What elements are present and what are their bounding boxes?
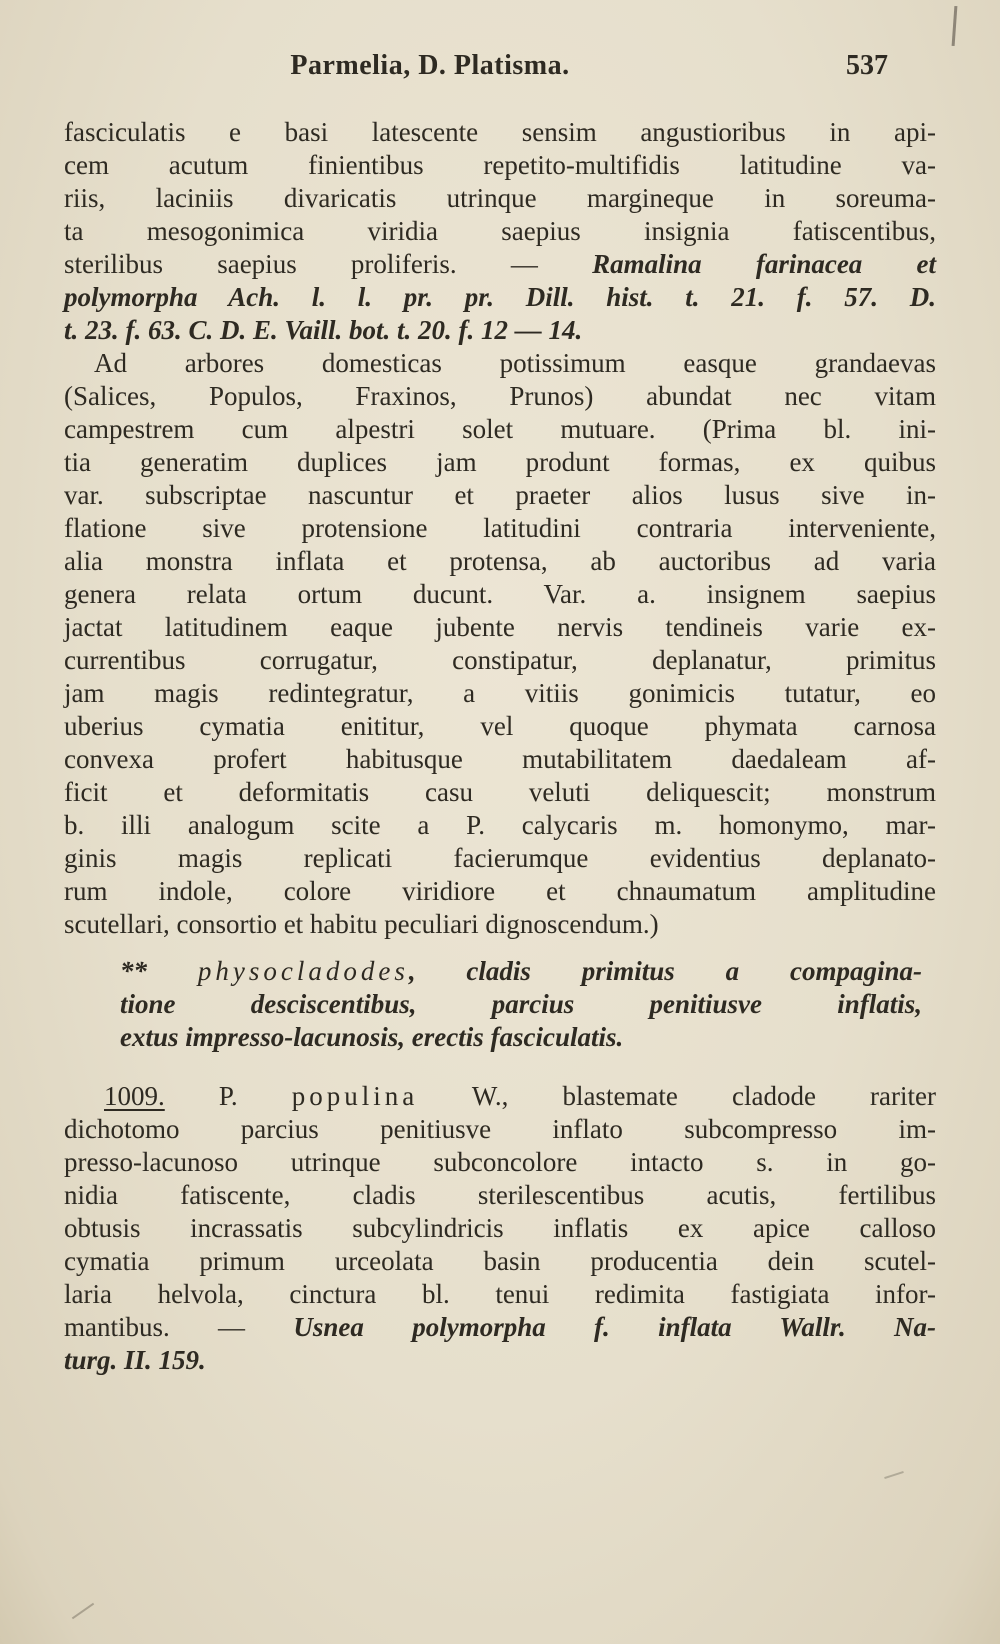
- text-run: tione desciscentibus, parcius penitiusve inflatis,: [120, 989, 922, 1019]
- text-line: [64, 1344, 936, 1377]
- text-run: Ad arbores domesticas potissimum easque grandaevas: [94, 348, 936, 378]
- text-line: [64, 1278, 936, 1311]
- para-diagnosis-continuation: [64, 116, 936, 347]
- text-run: cem acutum finientibus repetito-multifidis latitudine va-: [64, 150, 936, 180]
- text-run: presso-lacunoso utrinque subconcolore intacto s. in go-: [64, 1147, 936, 1177]
- text-line: [64, 281, 936, 314]
- text-line: [120, 955, 922, 988]
- text-line: [64, 1080, 936, 1113]
- text-run: ta mesogonimica viridia saepius insignia fatiscentibus,: [64, 216, 936, 246]
- text-line: [64, 1212, 936, 1245]
- text-line: [64, 743, 936, 776]
- page-number: 537: [846, 50, 888, 81]
- text-run: Usnea polymorpha f. inflata Wallr. Na-: [293, 1312, 937, 1342]
- text-run: obtusis incrassatis subcylindricis inflatis ex apice calloso: [64, 1213, 936, 1243]
- text-line: [64, 116, 936, 149]
- text-run: **: [120, 956, 198, 986]
- text-run: jactat latitudinem eaque jubente nervis tendineis varie ex-: [64, 612, 936, 642]
- text-run: polymorpha Ach. l. l. pr. pr. Dill. hist. t. 21. f. 57. D.: [64, 282, 936, 312]
- text-line: [64, 215, 936, 248]
- text-run: W., blastemate cladode rariter: [418, 1081, 936, 1111]
- text-run: convexa profert habitusque mutabilitatem daedaleam af-: [64, 744, 936, 774]
- text-run: Ramalina farinacea et: [592, 249, 937, 279]
- text-run: alia monstra inflata et protensa, ab auctoribus ad varia: [64, 546, 936, 576]
- text-line: [64, 446, 936, 479]
- text-run: physocladodes: [197, 956, 409, 986]
- text-run: uberius cymatia enititur, vel quoque phymata carnosa: [64, 711, 936, 741]
- text-line: [64, 380, 936, 413]
- text-line: [64, 512, 936, 545]
- text-run: jam magis redintegratur, a vitiis gonimicis tutatur, eo: [64, 678, 936, 708]
- text-line: [64, 842, 936, 875]
- text-run: scutellari, consortio et habitu peculiari dignoscendum.): [64, 909, 659, 939]
- text-line: [64, 1179, 936, 1212]
- text-run: fasciculatis e basi latescente sensim angustioribus in api-: [64, 117, 936, 147]
- text-run: var. subscriptae nascuntur et praeter alios lusus sive in-: [64, 480, 936, 510]
- text-line: [64, 545, 936, 578]
- text-line: [64, 710, 936, 743]
- para-commentary: [64, 347, 936, 941]
- text-run: currentibus corrugatur, constipatur, deplanatur, primitus: [64, 645, 936, 675]
- text-run: cymatia primum urceolata basin producentia dein scutel-: [64, 1246, 936, 1276]
- text-line: [64, 1245, 936, 1278]
- text-line: [64, 1311, 936, 1344]
- text-run: t. 23. f. 63. C. D. E. Vaill. bot. t. 20. f. 12 — 14.: [64, 315, 583, 345]
- text-run: nidia fatiscente, cladis sterilescentibus acutis, fertilibus: [64, 1180, 936, 1210]
- text-line: [64, 809, 936, 842]
- scan-artifact-bottom-left: [72, 1603, 94, 1620]
- text-run: 1009.: [104, 1081, 165, 1111]
- text-run: , cladis primitus a compagina-: [408, 956, 923, 986]
- text-line: [64, 1113, 936, 1146]
- text-line: [120, 988, 922, 1021]
- text-line: [64, 314, 936, 347]
- para-variety-physocladodes: [120, 955, 922, 1054]
- text-line: [64, 479, 936, 512]
- text-line: [64, 578, 936, 611]
- text-run: populina: [291, 1081, 419, 1111]
- text-line: [64, 182, 936, 215]
- para-species-1009-populina: [64, 1080, 936, 1377]
- text-run: (Salices, Populos, Fraxinos, Prunos) abundat nec vitam: [64, 381, 936, 411]
- text-line: [64, 644, 936, 677]
- text-run: mantibus. —: [64, 1312, 294, 1342]
- text-run: flatione sive protensione latitudini contraria interveniente,: [64, 513, 936, 543]
- text-run: dichotomo parcius penitiusve inflato subcompresso im-: [64, 1114, 936, 1144]
- text-run: b. illi analogum scite a P. calycaris m. homonymo, mar-: [64, 810, 936, 840]
- text-run: extus impresso-lacunosis, erectis fasciculatis.: [120, 1022, 624, 1052]
- page-header: [0, 0, 1000, 90]
- text-line: [64, 908, 936, 941]
- body-text: [0, 90, 1000, 1377]
- text-line: [64, 1146, 936, 1179]
- text-run: turg. II. 159.: [64, 1345, 206, 1375]
- text-line: [64, 347, 936, 380]
- text-run: laria helvola, cinctura bl. tenui redimita fastigiata infor-: [64, 1279, 936, 1309]
- text-run: rum indole, colore viridiore et chnaumatum amplitudine: [64, 876, 936, 906]
- text-line: [64, 875, 936, 908]
- text-line: [64, 413, 936, 446]
- text-run: tia generatim duplices jam produnt formas, ex quibus: [64, 447, 936, 477]
- text-run: campestrem cum alpestri solet mutuare. (Prima bl. ini-: [64, 414, 936, 444]
- scan-artifact-bottom-right: [884, 1471, 904, 1479]
- text-line: [64, 776, 936, 809]
- text-run: riis, laciniis divaricatis utrinque margineque in soreuma-: [64, 183, 936, 213]
- text-line: [64, 149, 936, 182]
- running-title: Parmelia, D. Platisma.: [290, 50, 570, 81]
- text-line: [64, 677, 936, 710]
- text-run: ginis magis replicati facierumque evidentius deplanato-: [64, 843, 936, 873]
- text-run: sterilibus saepius proliferis. —: [64, 249, 593, 279]
- text-run: P.: [164, 1081, 292, 1111]
- text-line: [120, 1021, 922, 1054]
- text-line: [64, 611, 936, 644]
- text-run: ficit et deformitatis casu veluti deliquescit; monstrum: [64, 777, 936, 807]
- text-line: [64, 248, 936, 281]
- text-run: genera relata ortum ducunt. Var. a. insignem saepius: [64, 579, 936, 609]
